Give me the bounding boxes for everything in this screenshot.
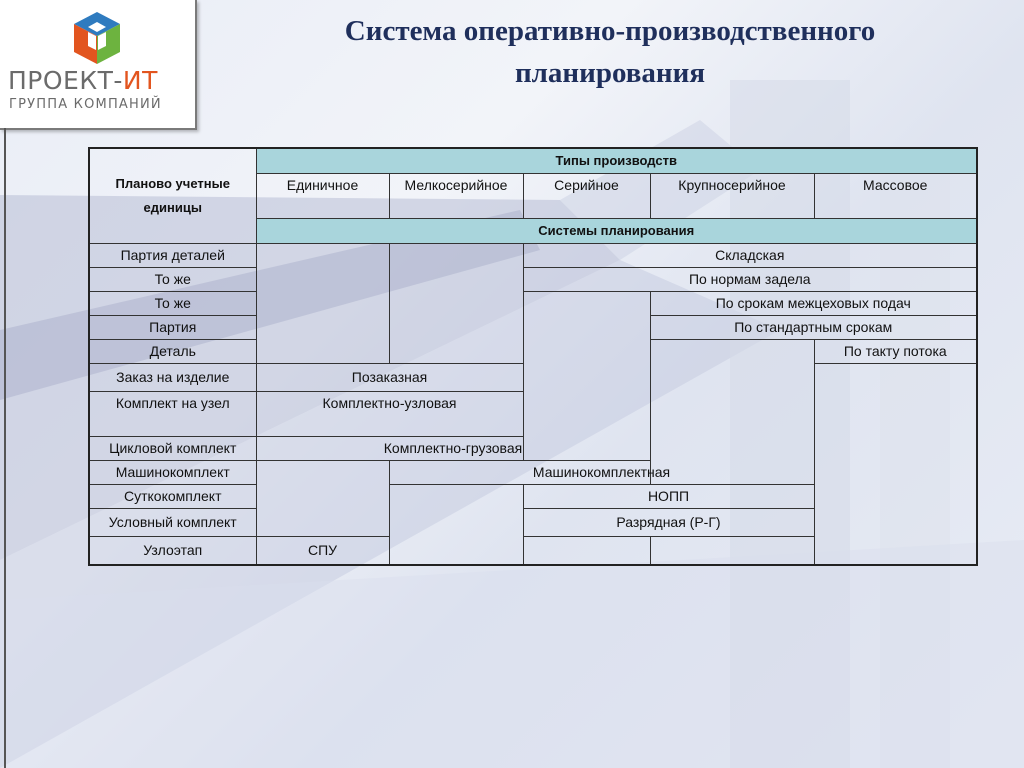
- empty-cell: [650, 536, 814, 565]
- system-nopp: НОПП: [523, 484, 814, 508]
- planning-systems-table: [88, 147, 978, 566]
- logo-company-name: ПРОЕКТ-ИТ: [8, 66, 158, 95]
- empty-cell: [256, 243, 389, 363]
- system-standard-terms: По стандартным срокам: [650, 315, 977, 339]
- unit-row-label: То же: [89, 291, 256, 315]
- empty-cell: [256, 460, 389, 536]
- company-logo: [0, 0, 197, 130]
- unit-row-label: Деталь: [89, 339, 256, 363]
- system-interdept-terms: По срокам межцеховых подач: [650, 291, 977, 315]
- logo-subtitle: ГРУППА КОМПАНИЙ: [9, 97, 162, 112]
- unit-row-label: Условный комплект: [89, 508, 256, 536]
- system-complete-cargo: Комплектно-грузовая: [256, 436, 650, 460]
- cube-logo-icon: [72, 10, 122, 66]
- type-single: Единичное: [256, 173, 389, 218]
- unit-row-label: Узлоэтап: [89, 536, 256, 565]
- unit-row-label: То же: [89, 267, 256, 291]
- unit-row-label: Заказ на изделие: [89, 363, 256, 391]
- system-warehouse: Складская: [523, 243, 977, 267]
- empty-cell: [389, 243, 523, 363]
- empty-cell: [523, 291, 650, 460]
- empty-cell: [523, 536, 650, 565]
- empty-cell: [814, 363, 977, 565]
- production-types-header: Типы производств: [256, 148, 977, 173]
- page-title-line2: планирования: [514, 57, 706, 89]
- system-per-order: Позаказная: [256, 363, 523, 391]
- page-title-line1: Система оперативно-производственного: [344, 15, 876, 47]
- unit-row-label: Партия деталей: [89, 243, 256, 267]
- units-header: Планово учетные единицы: [89, 148, 256, 243]
- type-serial: Серийное: [523, 173, 650, 218]
- system-grade: Разрядная (Р-Г): [523, 508, 814, 536]
- system-complete-node: Комплектно-узловая: [256, 391, 523, 436]
- unit-row-label: Цикловой комплект: [89, 436, 256, 460]
- page-title: [260, 10, 960, 94]
- left-divider: [4, 128, 6, 768]
- system-flow-takt: По такту потока: [814, 339, 977, 363]
- empty-cell: [389, 484, 523, 565]
- type-mass: Массовое: [814, 173, 977, 218]
- planning-systems-header: Системы планирования: [256, 218, 977, 243]
- type-small-batch: Мелкосерийное: [389, 173, 523, 218]
- unit-row-label: Машинокомплект: [89, 460, 256, 484]
- unit-row-label: Суткокомплект: [89, 484, 256, 508]
- system-spu: СПУ: [256, 536, 389, 565]
- type-large-batch: Крупносерийное: [650, 173, 814, 218]
- unit-row-label: Комплект на узел: [89, 391, 256, 436]
- system-machine-set: Машинокомплектная: [389, 460, 814, 484]
- unit-row-label: Партия: [89, 315, 256, 339]
- system-backlog-norms: По нормам задела: [523, 267, 977, 291]
